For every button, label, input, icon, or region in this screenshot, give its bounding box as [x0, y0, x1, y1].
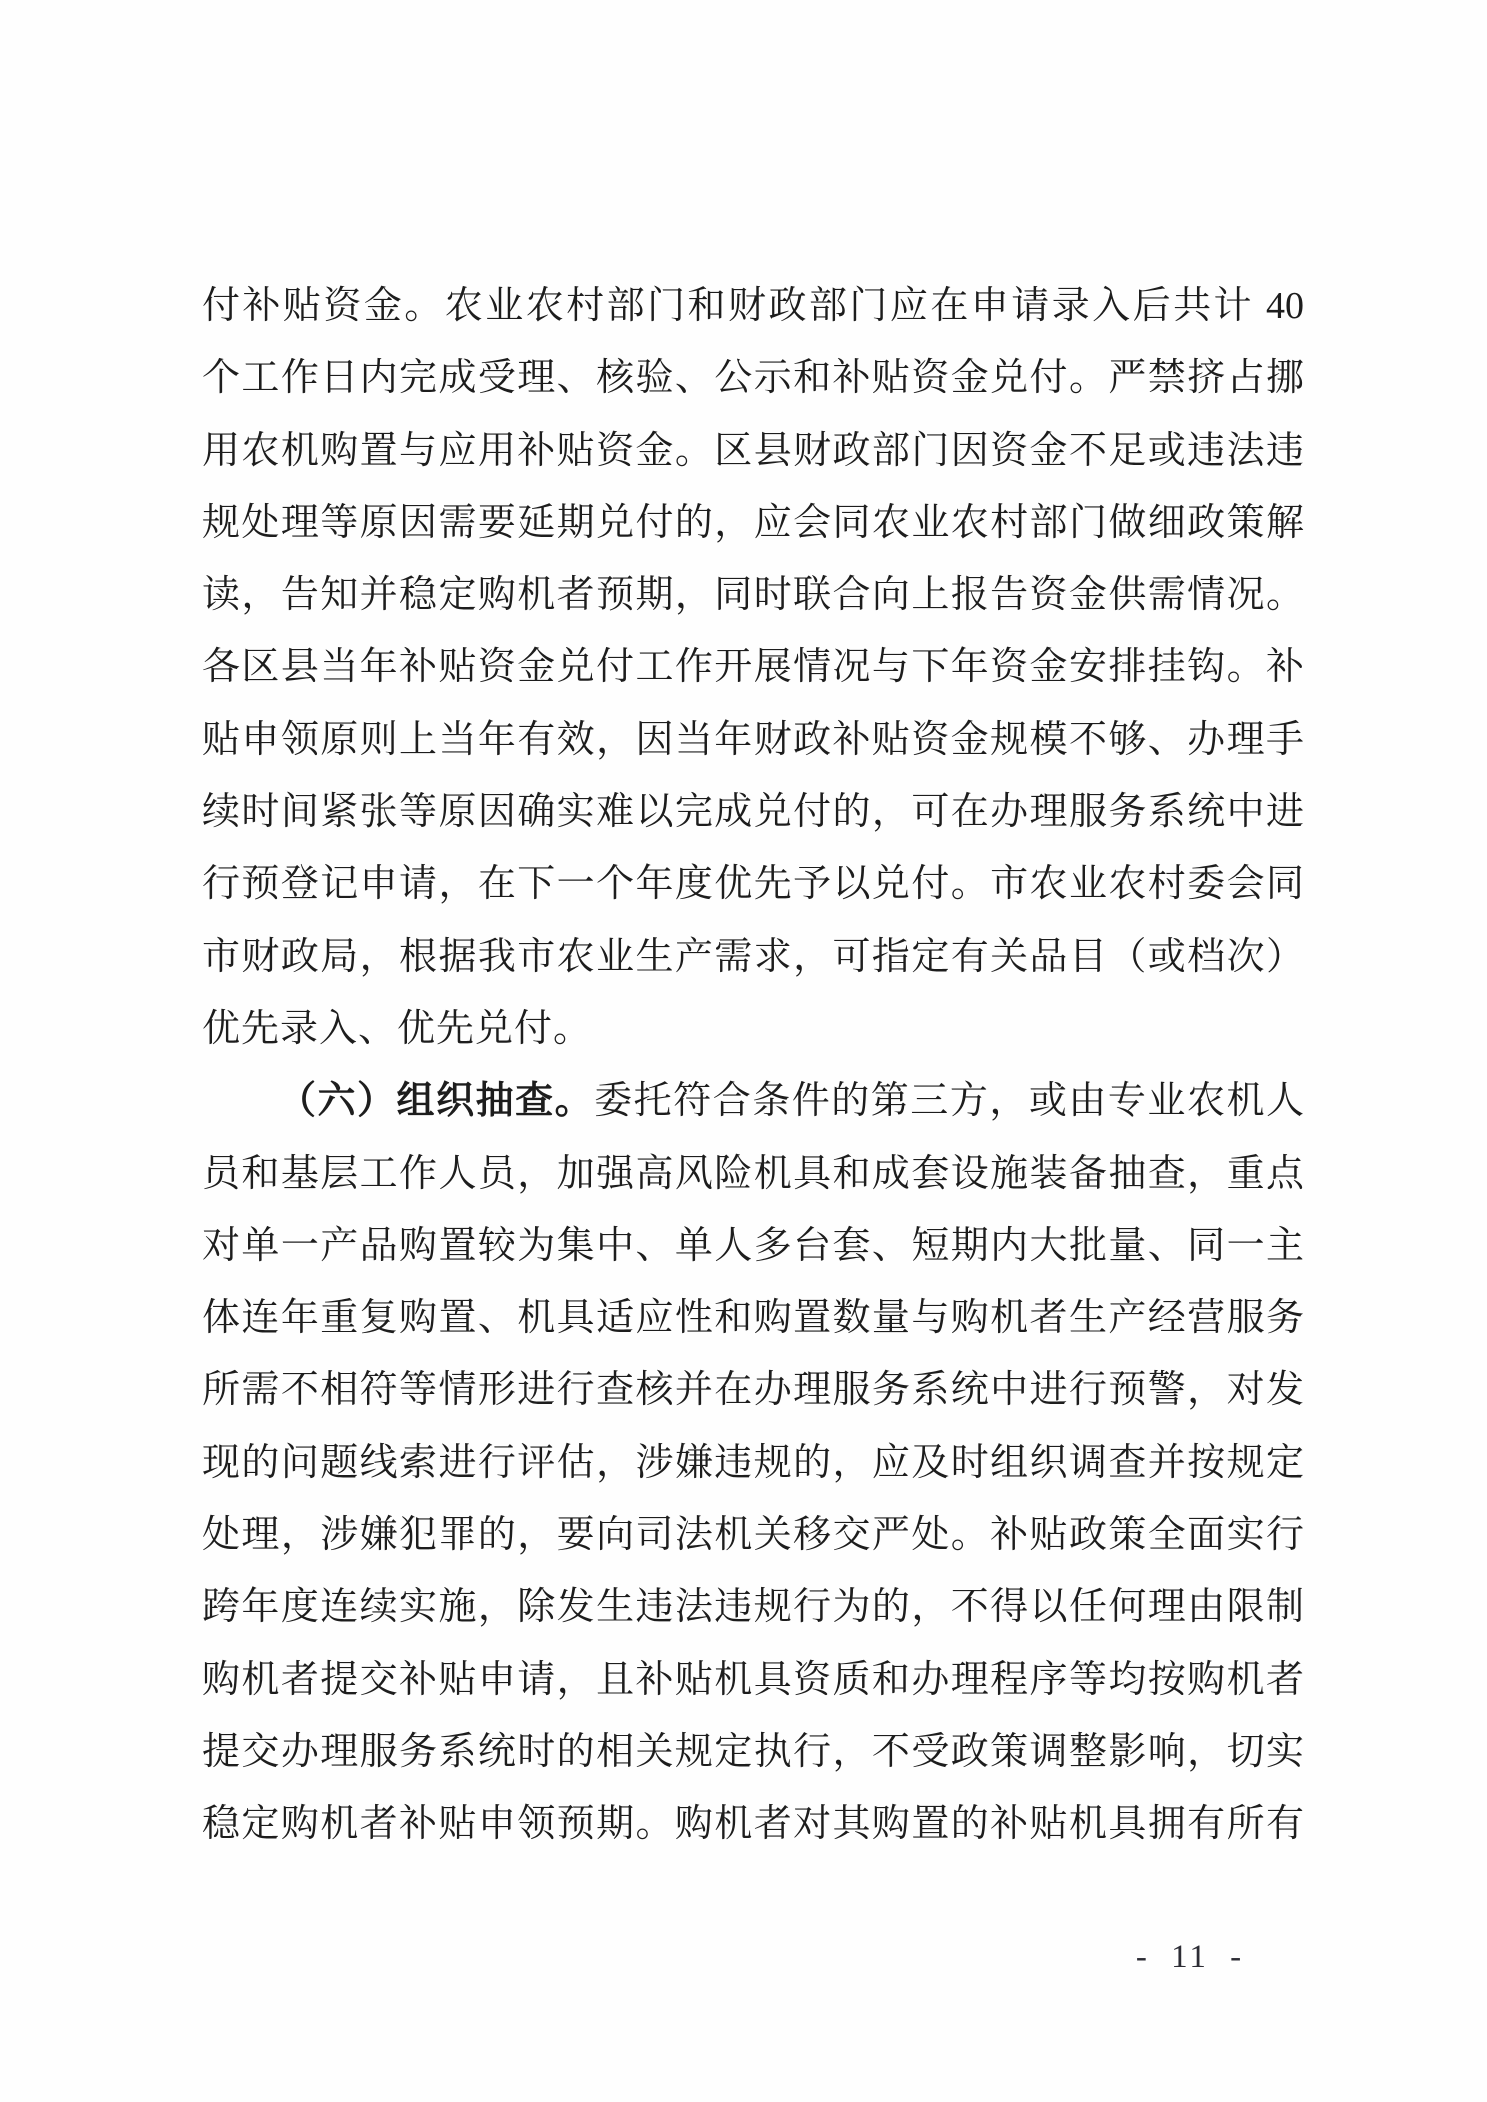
body-text: 委托符合条件的第三方，或由专业农机人 — [594, 1080, 1304, 1123]
body-text: 规处理等原因需要延期兑付的，应会同农业农村部门做细政策解 — [202, 501, 1304, 544]
text-line — [202, 1788, 1304, 1860]
text-line — [202, 1716, 1304, 1788]
body-text: 稳定购机者补贴申领预期。购机者对其购置的补贴机具拥有所有 — [202, 1803, 1304, 1846]
text-line — [202, 1499, 1304, 1571]
section-heading: （六）组织抽查。 — [278, 1080, 595, 1123]
body-text: 对单一产品购置较为集中、单人多台套、短期内大批量、同一主 — [202, 1224, 1304, 1267]
text-line — [202, 631, 1304, 703]
text-line — [202, 1138, 1304, 1210]
text-line — [202, 270, 1304, 342]
text-line — [202, 1427, 1304, 1499]
text-line — [202, 415, 1304, 487]
text-line — [202, 1354, 1304, 1426]
body-text: 行预登记申请，在下一个年度优先予以兑付。市农业农村委会同 — [202, 863, 1304, 906]
body-text: 个工作日内完成受理、核验、公示和补贴资金兑付。严禁挤占挪 — [202, 357, 1304, 400]
body-text: 跨年度连续实施，除发生违法违规行为的，不得以任何理由限制 — [202, 1586, 1304, 1629]
body-text: 现的问题线索进行评估，涉嫌违规的，应及时组织调查并按规定 — [202, 1441, 1304, 1484]
document-body — [202, 270, 1304, 1861]
body-text: 员和基层工作人员，加强高风险机具和成套设施装备抽查，重点 — [202, 1152, 1304, 1195]
text-line — [202, 848, 1304, 920]
body-text: 体连年重复购置、机具适应性和购置数量与购机者生产经营服务 — [202, 1297, 1304, 1340]
body-text: 提交办理服务系统时的相关规定执行，不受政策调整影响，切实 — [202, 1730, 1304, 1773]
text-line — [202, 559, 1304, 631]
page-number: - 11 - — [1135, 1939, 1245, 1975]
text-line — [202, 1210, 1304, 1282]
body-text: 续时间紧张等原因确实难以完成兑付的，可在办理服务系统中进 — [202, 791, 1304, 834]
text-line — [202, 487, 1304, 559]
text-line — [202, 921, 1304, 993]
body-text: 用农机购置与应用补贴资金。区县财政部门因资金不足或违法违 — [202, 429, 1304, 472]
body-text: 读，告知并稳定购机者预期，同时联合向上报告资金供需情况。 — [202, 574, 1304, 617]
body-text: 付补贴资金。农业农村部门和财政部门应在申请录入后共计 40 — [202, 285, 1304, 327]
body-text: 优先录入、优先兑付。 — [202, 1007, 593, 1050]
body-text: 各区县当年补贴资金兑付工作开展情况与下年资金安排挂钩。补 — [202, 646, 1304, 689]
body-text: 购机者提交补贴申请，且补贴机具资质和办理程序等均按购机者 — [202, 1658, 1304, 1701]
text-line — [202, 1571, 1304, 1643]
text-line — [202, 342, 1304, 414]
text-line — [202, 704, 1304, 776]
body-text: 所需不相符等情形进行查核并在办理服务系统中进行预警，对发 — [202, 1369, 1304, 1412]
text-line — [202, 776, 1304, 848]
text-line — [202, 1065, 1304, 1137]
body-text: 贴申领原则上当年有效，因当年财政补贴资金规模不够、办理手 — [202, 718, 1304, 761]
body-text: 处理，涉嫌犯罪的，要向司法机关移交严处。补贴政策全面实行 — [202, 1514, 1304, 1557]
text-line — [202, 1644, 1304, 1716]
text-line — [202, 1282, 1304, 1354]
text-line — [202, 993, 1304, 1065]
body-text: 市财政局，根据我市农业生产需求，可指定有关品目（或档次） — [202, 935, 1304, 978]
